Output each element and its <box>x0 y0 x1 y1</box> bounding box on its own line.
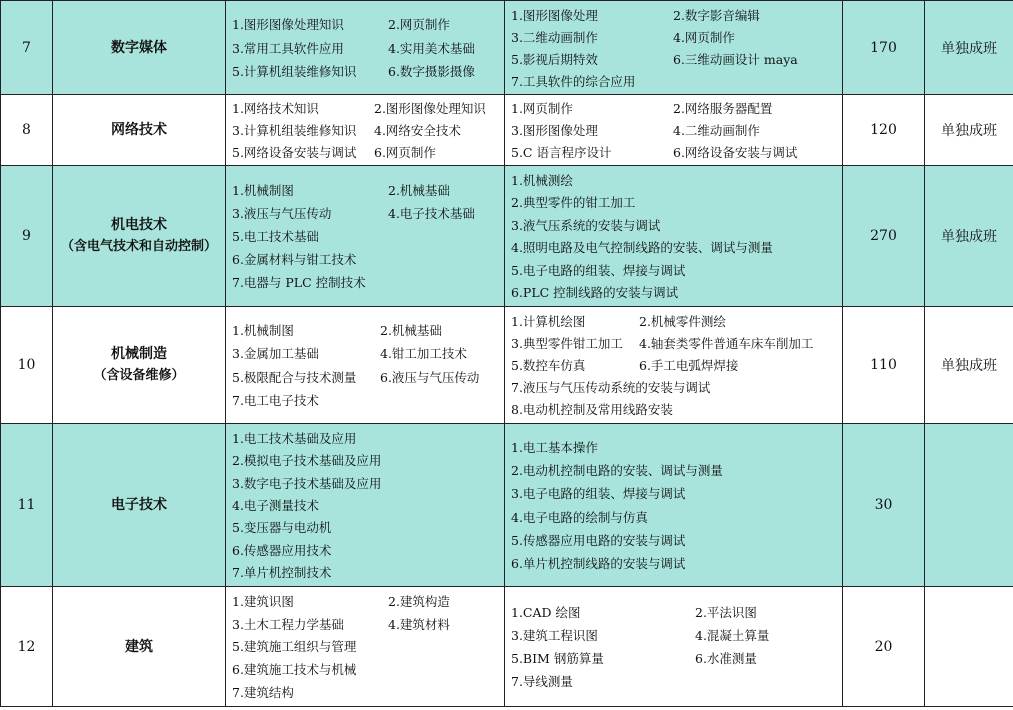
theory-courses <box>226 587 505 707</box>
list-item: 1.图形图像处理知识 <box>232 17 344 33</box>
class-note: 单独成班 <box>925 95 1013 166</box>
specialty-subtitle: （含设备维修） <box>93 368 185 383</box>
list-item: 1.计算机绘图 <box>511 313 586 329</box>
table-row <box>1 166 1013 307</box>
list-line <box>232 178 504 201</box>
enrollment-count: 170 <box>843 1 925 95</box>
list-item: 4.网页制作 <box>673 29 735 45</box>
list-line <box>232 365 504 388</box>
specialty-title: 网络技术 <box>111 122 167 138</box>
list-line <box>511 214 842 237</box>
list-item: 6.单片机控制线路的安装与调试 <box>511 555 686 571</box>
list-item: 4.网络安全技术 <box>374 123 461 138</box>
specialty-title: 电子技术 <box>111 497 167 513</box>
practice-courses <box>505 95 843 166</box>
list-item: 5.建筑施工组织与管理 <box>232 639 357 655</box>
list-item: 3.建筑工程识图 <box>511 627 598 643</box>
list-item: 4.电子电路的绘制与仿真 <box>511 509 648 525</box>
list-line <box>511 623 842 646</box>
list-line <box>511 191 842 214</box>
list-line <box>232 119 504 141</box>
list-item: 8.电动机控制及常用线路安装 <box>511 402 673 418</box>
list-line <box>232 471 504 493</box>
list-line <box>511 670 842 693</box>
list-item: 6.水准测量 <box>695 651 757 667</box>
list-item: 6.建筑施工技术与机械 <box>232 662 357 678</box>
practice-courses <box>505 424 843 587</box>
list-item: 2.网络服务器配置 <box>673 101 773 117</box>
specialty-name <box>53 424 226 587</box>
theory-courses <box>226 1 505 95</box>
specialty-name <box>53 166 226 307</box>
row-number: 12 <box>1 587 53 707</box>
list-line <box>511 169 842 192</box>
list-line <box>232 98 504 120</box>
list-line <box>511 551 842 574</box>
list-line <box>511 459 842 482</box>
list-item: 7.工具软件的综合应用 <box>511 73 636 89</box>
table-row <box>1 424 1013 587</box>
list-line <box>511 310 842 332</box>
list-item: 3.数字电子技术基础及应用 <box>232 475 382 491</box>
list-item: 1.网页制作 <box>511 101 573 117</box>
list-line <box>232 494 504 516</box>
list-line <box>511 435 842 458</box>
row-number: 7 <box>1 1 53 95</box>
list-item: 6.液压与气压传动 <box>380 369 480 385</box>
list-item: 3.常用工具软件应用 <box>232 40 344 56</box>
list-item: 3.电子电路的组装、焊接与调试 <box>511 486 686 502</box>
list-item: 4.二维动画制作 <box>673 123 760 138</box>
row-number: 10 <box>1 307 53 424</box>
enrollment-count: 20 <box>843 587 925 707</box>
list-item: 3.金属加工基础 <box>232 346 319 362</box>
list-item: 1.图形图像处理 <box>511 7 598 23</box>
list-item: 2.图形图像处理知识 <box>374 101 486 117</box>
list-line <box>511 647 842 670</box>
list-item: 3.液压与气压传动 <box>232 205 332 221</box>
list-line <box>232 342 504 365</box>
list-line <box>511 98 842 120</box>
list-item: 3.图形图像处理 <box>511 123 598 138</box>
theory-courses <box>226 95 505 166</box>
list-line <box>511 4 842 26</box>
list-item: 4.混凝土算量 <box>695 627 770 643</box>
list-item: 3.液气压系统的安装与调试 <box>511 217 661 233</box>
list-item: 1.建筑识图 <box>232 593 294 609</box>
table-row <box>1 307 1013 424</box>
specialty-name <box>53 1 226 95</box>
list-line <box>232 13 504 36</box>
specialty-name <box>53 95 226 166</box>
list-item: 5.变压器与电动机 <box>232 520 332 536</box>
class-note <box>925 587 1013 707</box>
specialty-title: 机电技术 <box>111 217 167 233</box>
list-item: 3.计算机组装维修知识 <box>232 123 357 138</box>
table-row <box>1 587 1013 707</box>
list-item: 4.电子技术基础 <box>388 205 475 221</box>
list-item: 7.电工电子技术 <box>232 392 319 408</box>
list-line <box>232 319 504 342</box>
list-item: 2.网页制作 <box>388 17 450 33</box>
list-item: 6.传感器应用技术 <box>232 542 332 558</box>
class-note: 单独成班 <box>925 166 1013 307</box>
list-item: 6.三维动画设计 maya <box>673 51 798 67</box>
list-item: 2.机械基础 <box>380 323 442 339</box>
list-item: 5.极限配合与技术测量 <box>232 369 357 385</box>
class-note <box>925 424 1013 587</box>
list-item: 6.网络设备安装与调试 <box>673 144 798 160</box>
list-line <box>232 516 504 538</box>
list-item: 1.电工技术基础及应用 <box>232 430 357 446</box>
list-line <box>511 354 842 376</box>
enrollment-count: 120 <box>843 95 925 166</box>
practice-courses <box>505 587 843 707</box>
list-item: 1.电工基本操作 <box>511 440 598 456</box>
list-item: 5.电工技术基础 <box>232 229 319 244</box>
list-line <box>511 259 842 282</box>
list-item: 2.典型零件的钳工加工 <box>511 195 636 211</box>
list-line <box>511 141 842 163</box>
list-item: 5.传感器应用电路的安装与调试 <box>511 532 686 548</box>
row-number: 11 <box>1 424 53 587</box>
specialty-name <box>53 587 226 707</box>
list-line <box>232 539 504 561</box>
practice-courses <box>505 166 843 307</box>
row-number: 8 <box>1 95 53 166</box>
list-line <box>232 427 504 449</box>
theory-courses <box>226 166 505 307</box>
table-row <box>1 1 1013 95</box>
list-item: 5.BIM 钢筋算量 <box>511 651 604 667</box>
list-item: 2.机械基础 <box>388 182 450 198</box>
list-item: 2.模拟电子技术基础及应用 <box>232 453 382 469</box>
list-item: 4.轴套类零件普通车床车削加工 <box>639 335 814 351</box>
theory-courses <box>226 424 505 587</box>
specialty-title: 数字媒体 <box>111 39 167 56</box>
list-item: 7.单片机控制技术 <box>232 565 332 581</box>
list-item: 2.平法识图 <box>695 604 757 620</box>
list-item: 5.电子电路的组装、焊接与调试 <box>511 262 686 278</box>
theory-courses <box>226 307 505 424</box>
list-item: 6.金属材料与钳工技术 <box>232 252 357 268</box>
specialty-name <box>53 307 226 424</box>
list-line <box>511 281 842 304</box>
practice-courses <box>505 1 843 95</box>
list-line <box>232 612 504 635</box>
list-line <box>232 141 504 163</box>
list-line <box>232 36 504 59</box>
list-item: 4.钳工加工技术 <box>380 346 467 362</box>
list-line <box>511 482 842 505</box>
class-note: 单独成班 <box>925 1 1013 95</box>
list-line <box>511 528 842 551</box>
list-item: 3.土木工程力学基础 <box>232 616 344 632</box>
list-item: 4.建筑材料 <box>388 616 450 632</box>
list-item: 3.二维动画制作 <box>511 29 598 45</box>
list-line <box>232 388 504 411</box>
list-line <box>232 449 504 471</box>
list-item: 1.CAD 绘图 <box>511 604 581 620</box>
list-line <box>232 590 504 613</box>
list-item: 5.网络设备安装与调试 <box>232 144 357 160</box>
list-line <box>232 248 504 271</box>
list-item: 2.建筑构造 <box>388 593 450 609</box>
list-item: 7.导线测量 <box>511 674 573 690</box>
list-line <box>511 505 842 528</box>
specialty-title: 机械制造 <box>111 346 167 362</box>
list-item: 4.电子测量技术 <box>232 497 319 513</box>
list-item: 6.网页制作 <box>374 144 436 160</box>
list-line <box>232 658 504 681</box>
list-item: 2.机械零件测绘 <box>639 313 726 329</box>
list-line <box>511 119 842 141</box>
enrollment-count: 110 <box>843 307 925 424</box>
list-item: 5.计算机组装维修知识 <box>232 63 357 79</box>
list-item: 6.手工电弧焊焊接 <box>639 358 739 373</box>
enrollment-count: 270 <box>843 166 925 307</box>
list-line <box>232 201 504 224</box>
list-line <box>511 376 842 398</box>
list-item: 7.液压与气压传动系统的安装与调试 <box>511 380 711 396</box>
list-item: 1.网络技术知识 <box>232 101 319 117</box>
list-line <box>511 26 842 48</box>
list-line <box>511 236 842 259</box>
list-line <box>511 70 842 92</box>
list-item: 1.机械制图 <box>232 182 294 198</box>
list-line <box>511 398 842 420</box>
list-line <box>511 48 842 70</box>
list-item: 3.典型零件钳工加工 <box>511 335 623 351</box>
list-line <box>511 332 842 354</box>
list-item: 7.电器与 PLC 控制技术 <box>232 275 366 291</box>
list-item: 4.实用美术基础 <box>388 40 475 56</box>
specialty-subtitle: （含电气技术和自动控制） <box>60 239 217 254</box>
list-line <box>232 271 504 294</box>
list-line <box>232 224 504 247</box>
table-row <box>1 95 1013 166</box>
specialty-title: 建筑 <box>125 638 153 655</box>
practice-courses <box>505 307 843 424</box>
list-line <box>232 561 504 583</box>
enrollment-count: 30 <box>843 424 925 587</box>
list-line <box>232 635 504 658</box>
class-note: 单独成班 <box>925 307 1013 424</box>
list-item: 4.照明电路及电气控制线路的安装、调试与测量 <box>511 240 773 256</box>
list-item: 2.数字影音编辑 <box>673 7 760 23</box>
list-item: 7.建筑结构 <box>232 685 294 701</box>
list-item: 6.PLC 控制线路的安装与调试 <box>511 285 679 301</box>
list-item: 2.电动机控制电路的安装、调试与测量 <box>511 463 723 479</box>
list-line <box>511 600 842 623</box>
list-item: 1.机械制图 <box>232 323 294 339</box>
list-line <box>232 681 504 704</box>
row-number: 9 <box>1 166 53 307</box>
list-item: 5.数控车仿真 <box>511 358 586 373</box>
list-item: 6.数字摄影摄像 <box>388 63 475 79</box>
list-item: 1.机械测绘 <box>511 172 573 188</box>
list-line <box>232 59 504 82</box>
list-item: 5.影视后期特效 <box>511 51 598 67</box>
list-item: 5.C 语言程序设计 <box>511 144 612 160</box>
